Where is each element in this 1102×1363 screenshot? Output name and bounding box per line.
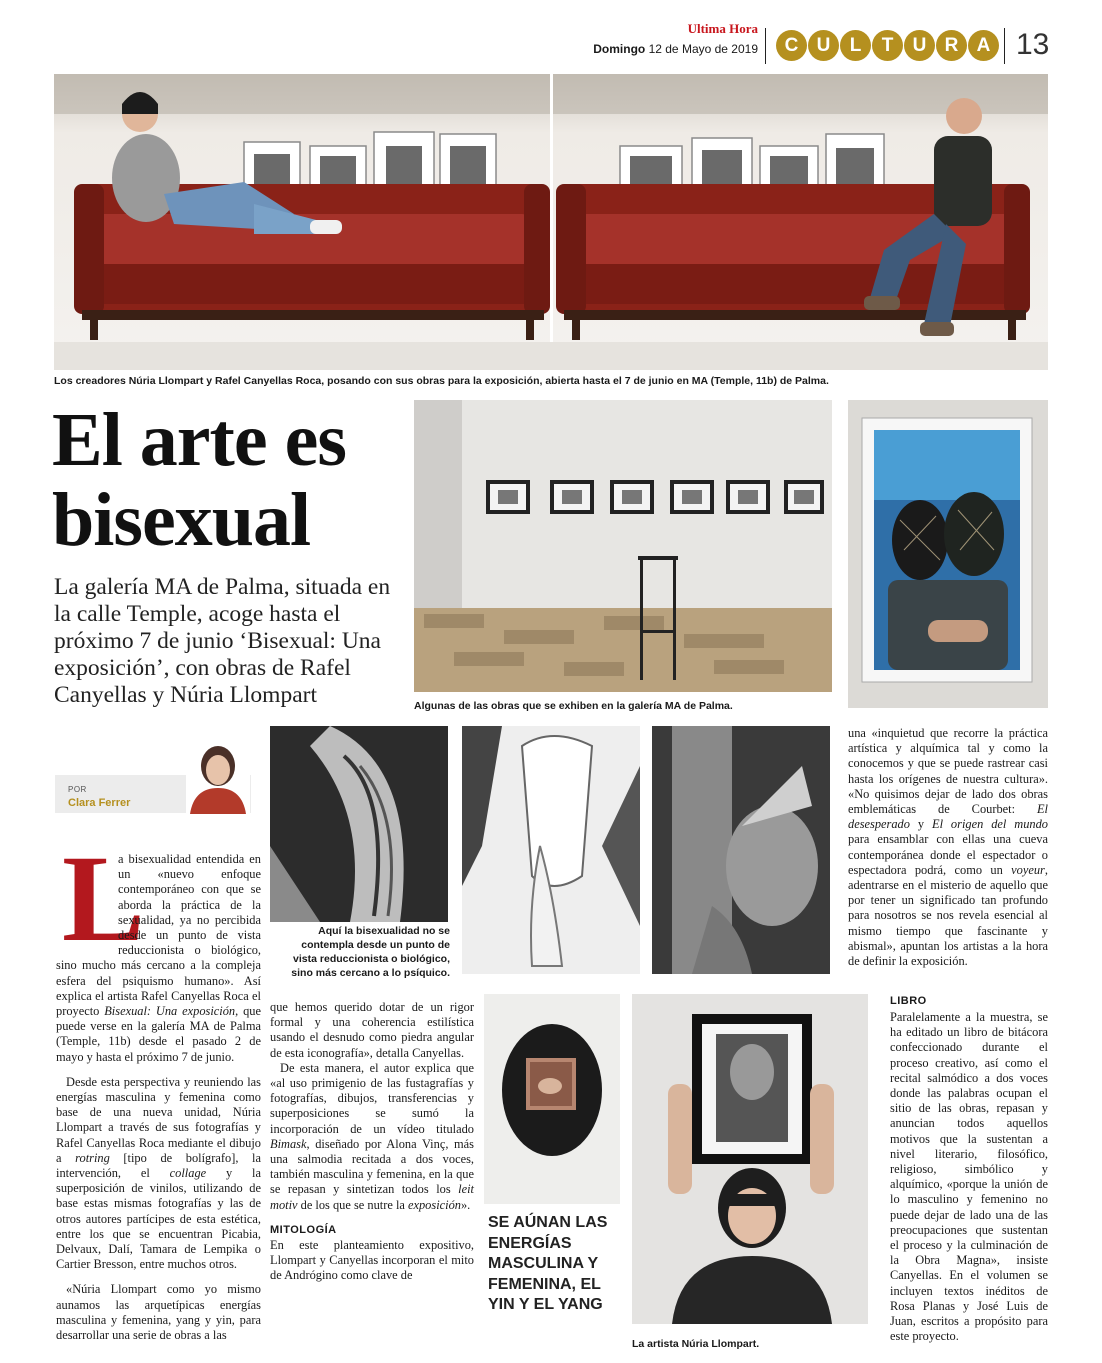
byline-por: POR [68, 785, 87, 794]
artwork-caption: Aquí la bisexualidad no se contempla desde un punto de vista reduccionista o biológico, sino más cercano a lo psíquico. [291, 925, 450, 979]
column-2 [270, 1000, 474, 1284]
column-4 [848, 726, 1048, 969]
author-avatar [186, 736, 250, 814]
column-1 [56, 830, 261, 1343]
headline: El arte es bisexual [52, 398, 346, 562]
digital-portrait-illustration [848, 400, 1048, 708]
top-photo [54, 74, 1048, 370]
subhead-mitologia: MITOLOGÍA [270, 1223, 337, 1236]
body-paragraph: una «inquietud que recorre la práctica artística y alquímica tal y como la conocemos y que se puede rastrear casi hasta los orígenes de nuestra cultura». «No quisimos dejar de lado dos obras emblemáticas de Courbet: El desesperado y El origen del mundo para ensamblar con ellas una cueva contemporánea donde el espectador o espectadora podrá, como un voyeur, adentrarse en el misterio de aquello que por tener un significado tan profundo para nosotros se nos revela esencial al mismo tiempo que fascinante y abismal», apuntan los artistas a la hora de definir la exposición. [848, 726, 1048, 969]
drop-cap-space [56, 830, 145, 967]
artwork-photo-3 [652, 726, 830, 974]
body-paragraph: Desde esta perspectiva y reuniendo las energías masculina y femenina como base de una nueva unidad, Núria Llompart a través de sus fotografías y Rafel Canyellas Roca mediante el dibujo a rotring [tipo de bolígrafo], la intervención, el collage y la superposición de vinilos, utilizando de base estas mismas fotografías y las de otros autores partícipes de esta estética, entre los que se encuentran Picabia, Delvaux, Dalí, Tamara de Lempika o Cartier Bresson, entre muchos otros. [56, 1074, 261, 1272]
section-letter: R [936, 30, 967, 61]
body-paragraph: En este planteamiento expositivo, Llompart y Canyellas incorporan el mito de Andrógino como clave de [270, 1238, 474, 1283]
drop-cap: L [62, 830, 145, 967]
artist-caption: La artista Núria Llompart. [632, 1338, 760, 1350]
issue-date: Domingo 12 de Mayo de 2019 [593, 42, 758, 56]
header-divider [765, 28, 766, 64]
framed-portrait-photo [848, 400, 1048, 708]
body-paragraph: Paralelamente a la muestra, se ha editado un libro de bitácora confeccionado durante el proceso creativo, así como el recital salmódico a dos voces donde las palabras ocupan el sitio de las obras, repasan y anuncian todos aquellos motivos que la sustentan a nivel literario, filosófico, religioso, simbólico y alquímico, «porque la unión de lo masculino y femenino no puede dejar de lado una de las preocupaciones que sustentan el proceso y la culminación de la Obra Magna», insiste Canyellas. En el volumen se incluyen textos inéditos de Rosa Planas y José Luis de Juan, escritos a propósito para este proyecto. [890, 1010, 1048, 1344]
page-number: 13 [1016, 28, 1050, 61]
gallery-interior-illustration [414, 400, 832, 692]
column-5 [890, 1010, 1048, 1344]
bowl-illustration [484, 994, 620, 1204]
artist-illustration [632, 994, 868, 1324]
subhead-libro: LIBRO [890, 995, 927, 1007]
section-letter: L [840, 30, 871, 61]
section-letter: C [776, 30, 807, 61]
byline-author: Clara Ferrer [68, 797, 131, 809]
section-label [776, 30, 999, 61]
deck: La galería MA de Palma, situada en la calle Temple, acoge hasta el próximo 7 de junio ‘Bisexual: Una exposición’, con obras de Rafel Canyellas y Núria Llompart [54, 574, 391, 708]
artwork-drawing-2 [462, 726, 640, 974]
artist-photo [632, 994, 868, 1324]
artwork-photo-2 [462, 726, 640, 974]
header-divider [1004, 28, 1005, 64]
artwork-drawing-1 [270, 726, 448, 922]
artwork-photo-1 [270, 726, 448, 922]
body-paragraph: a bisexualidad entendida en un «nuevo enfoque contemporáneo con que se aborda la práctica de la sexualidad, ya no percibida desde un punto de vista reduccionista o biológico, sino mucho más cercano a la compleja esfera del psiquismo humano». Así explica el artista Rafel Canyellas Roca el proyecto Bisexual: Una exposición, que puede verse en la galería MA de Palma (Temple, 11b) desde el pasado 2 de mayo y hasta el próximo 7 de junio. [56, 852, 261, 1064]
top-photo-caption: Los creadores Núria Llompart y Rafel Canyellas Roca, posando con sus obras para la exposición, abierta hasta el 7 de junio en MA (Temple, 11b) de Palma. [54, 375, 829, 387]
bowl-photo [484, 994, 620, 1204]
masthead-brand: Ultima Hora [687, 21, 758, 36]
section-letter: U [904, 30, 935, 61]
gallery-photo [414, 400, 832, 692]
sofas-photo-illustration [54, 74, 1048, 370]
gallery-caption: Algunas de las obras que se exhiben en la galería MA de Palma. [414, 700, 733, 712]
pull-quote: SE AÚNAN LAS ENERGÍAS MASCULINA Y FEMENINA, EL YIN Y EL YANG [488, 1214, 608, 1313]
section-letter: A [968, 30, 999, 61]
artwork-drawing-3 [652, 726, 830, 974]
section-letter: T [872, 30, 903, 61]
body-paragraph: «Núria Llompart como yo mismo aunamos las arquetípicas energías masculina y femenina, yang y yin, para desarrollar una serie de obras a las [56, 1282, 261, 1343]
body-paragraph: De esta manera, el autor explica que «al uso primigenio de las fustagrafías y fotografías, dibujos, transferencias y superposiciones se sumó la incorporación de un vídeo titulado Bimask, diseñado por Alona Vinç, más una salmodia recitada a dos voces, también masculina y femenina, en la que se repasan y sintetizan todos los leit motiv de los que se nutre la exposición». [270, 1060, 474, 1212]
avatar-illustration [186, 736, 250, 814]
section-letter: U [808, 30, 839, 61]
body-paragraph: que hemos querido dotar de un rigor formal y una coherencia estilística usando el desnudo como piedra angular de esta iconografía», detalla Canyellas. [270, 1000, 474, 1060]
